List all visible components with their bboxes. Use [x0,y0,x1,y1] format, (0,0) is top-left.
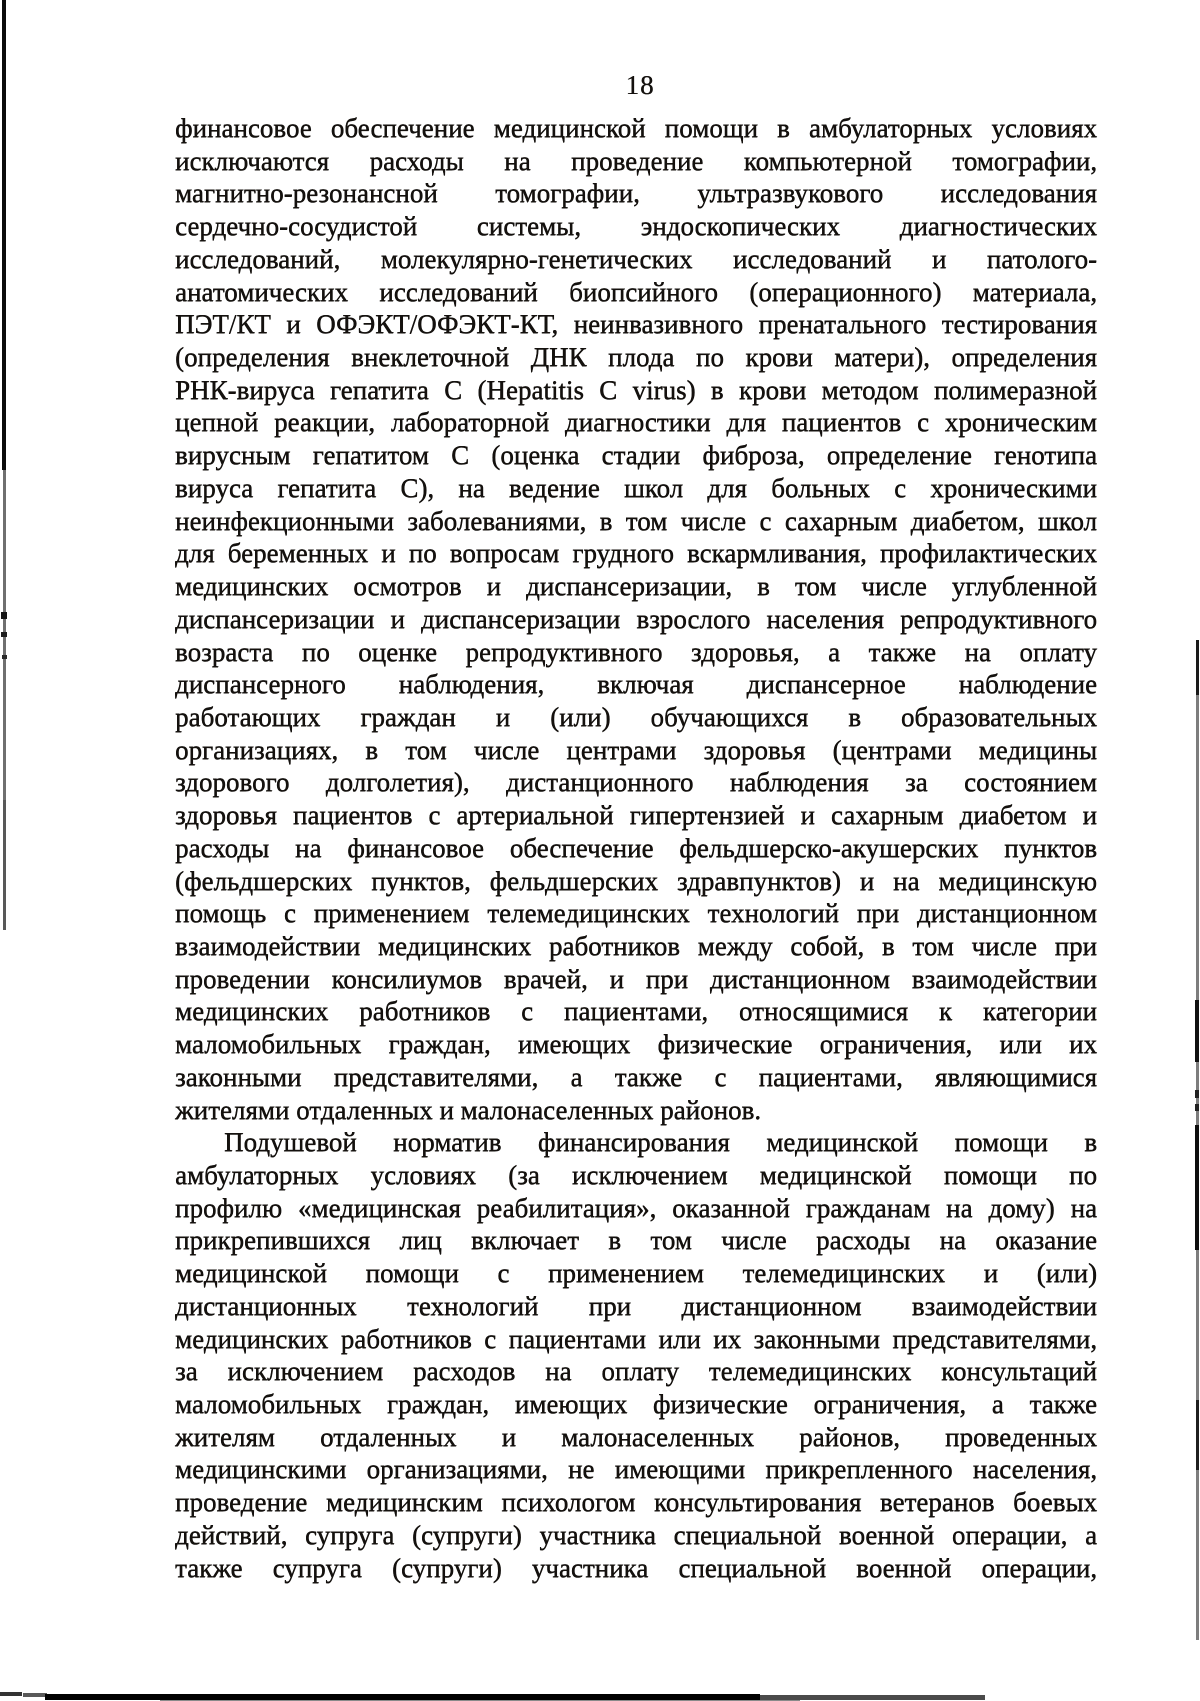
text-line: законными представителями, а также с пациентами, являющимися [175,1061,1097,1092]
text-line: маломобильных граждан, имеющих физические ограничения, или их [175,1029,1097,1060]
text-line: профилю «медицинская реабилитация», оказанной гражданам на дому) на [175,1192,1097,1223]
text-line: проведении консилиумов врачей, и при дистанционном взаимодействии [175,963,1097,994]
text-line: организациях, в том числе центрами здоровья (центрами медицины [175,734,1097,765]
text-line: медицинских работников с пациентами, относящимися к категории [175,996,1097,1027]
text-line: проведение медицинским психологом консультирования ветеранов боевых [175,1487,1097,1518]
text-line: медицинских осмотров и диспансеризации, в том числе углубленной [175,571,1097,602]
text-line: медицинской помощи с применением телемедицинских и (или) [175,1258,1097,1289]
text-line: маломобильных граждан, имеющих физические ограничения, а также [175,1389,1097,1420]
text-line: (фельдшерских пунктов, фельдшерских здравпунктов) и на медицинскую [175,865,1097,896]
text-line: РНК-вируса гепатита C (Hepatitis C virus) в крови методом полимеразной [175,374,1097,405]
scan-artifact-left-dash [2,655,7,659]
paragraph [175,112,1097,1126]
text-line: ПЭТ/КТ и ОФЭКТ/ОФЭКТ-КТ, неинвазивного пренатального тестирования [175,309,1097,340]
scan-artifact-right-line-segment [1195,1090,1199,1098]
text-line: сердечно-сосудистой системы, эндоскопических диагностических [175,211,1097,242]
text-line: для беременных и по вопросам грудного вскармливания, профилактических [175,538,1097,569]
scan-artifact-right-line-segment [1195,1000,1199,1062]
text-line: работающих граждан и (или) обучающихся в образовательных [175,701,1097,732]
text-line: медицинскими организациями, не имеющими прикрепленного населения, [175,1454,1097,1485]
scan-artifact-left-line-lower [3,800,6,930]
text-line: дистанционных технологий при дистанционном взаимодействии [175,1290,1097,1321]
paragraph [175,1126,1097,1584]
text-line: жителями отдаленных и малонаселенных районов. [175,1094,762,1125]
text-line: анатомических исследований биопсийного (операционного) материала, [175,276,1097,307]
text-line: исключаются расходы на проведение компьютерной томографии, [175,145,1097,176]
text-line: исследований, молекулярно-генетических исследований и патолого- [175,243,1097,274]
text-line: также супруга (супруги) участника специальной военной операции, [175,1552,1097,1583]
text-line: диспансеризации и диспансеризации взрослого населения репродуктивного [175,603,1097,634]
text-line: вируса гепатита C), на ведение школ для больных с хроническими [175,472,1097,503]
scan-artifact-left-dash [1,632,7,637]
scan-artifact-right-line-segment [1195,1125,1199,1250]
text-line: неинфекционными заболеваниями, в том числе с сахарным диабетом, школ [175,505,1097,536]
text-line: диспансерного наблюдения, включая диспансерное наблюдение [175,669,1097,700]
text-line: финансовое обеспечение медицинской помощи в амбулаторных условиях [175,113,1097,143]
text-line: прикрепившихся лиц включает в том числе расходы на оказание [175,1225,1097,1256]
text-line: за исключением расходов на оплату телемедицинских консультаций [175,1356,1097,1387]
text-line: (определения внеклеточной ДНК плода по крови матери), определения [175,342,1097,373]
text-line: жителям отдаленных и малонаселенных районов, проведенных [175,1421,1097,1452]
text-line: здорового долголетия), дистанционного наблюдения за состоянием [175,767,1097,798]
text-line: взаимодействии медицинских работников между собой, в том числе при [175,930,1097,961]
text-line: действий, супруга (супруги) участника специальной военной операции, а [175,1519,1097,1550]
text-line: цепной реакции, лабораторной диагностики для пациентов с хроническим [175,407,1097,438]
text-line: вирусным гепатитом C (оценка стадии фиброза, определение генотипа [175,440,1097,471]
scan-artifact-right-line-segment [1196,640,1199,695]
text-line: магнитно-резонансной томографии, ультразвукового исследования [175,178,1097,209]
scan-artifact-left-dash [1,612,7,619]
text-line: здоровья пациентов с артериальной гипертензией и сахарным диабетом и [175,800,1097,831]
text-line: возраста по оценке репродуктивного здоровья, а также на оплату [175,636,1097,667]
scan-artifact-bottom-bar [0,1692,22,1696]
text-line: расходы на финансовое обеспечение фельдшерско-акушерских пунктов [175,832,1097,863]
scan-artifact-right-line-segment [1196,1400,1199,1470]
scan-artifact-right-line-segment [1195,1104,1199,1111]
text-line: медицинских работников с пациентами или их законными представителями, [175,1323,1097,1354]
text-line: помощь с применением телемедицинских технологий при дистанционном [175,898,1097,929]
scan-artifact-left-line-top [2,0,6,470]
scan-artifact-bottom-bar [23,1693,47,1697]
text-line: Подушевой норматив финансирования медицинской помощи в [224,1127,1097,1158]
document-body-text [175,112,1097,1584]
page-number: 18 [625,70,655,100]
text-line: амбулаторных условиях (за исключением медицинской помощи по [175,1160,1097,1190]
